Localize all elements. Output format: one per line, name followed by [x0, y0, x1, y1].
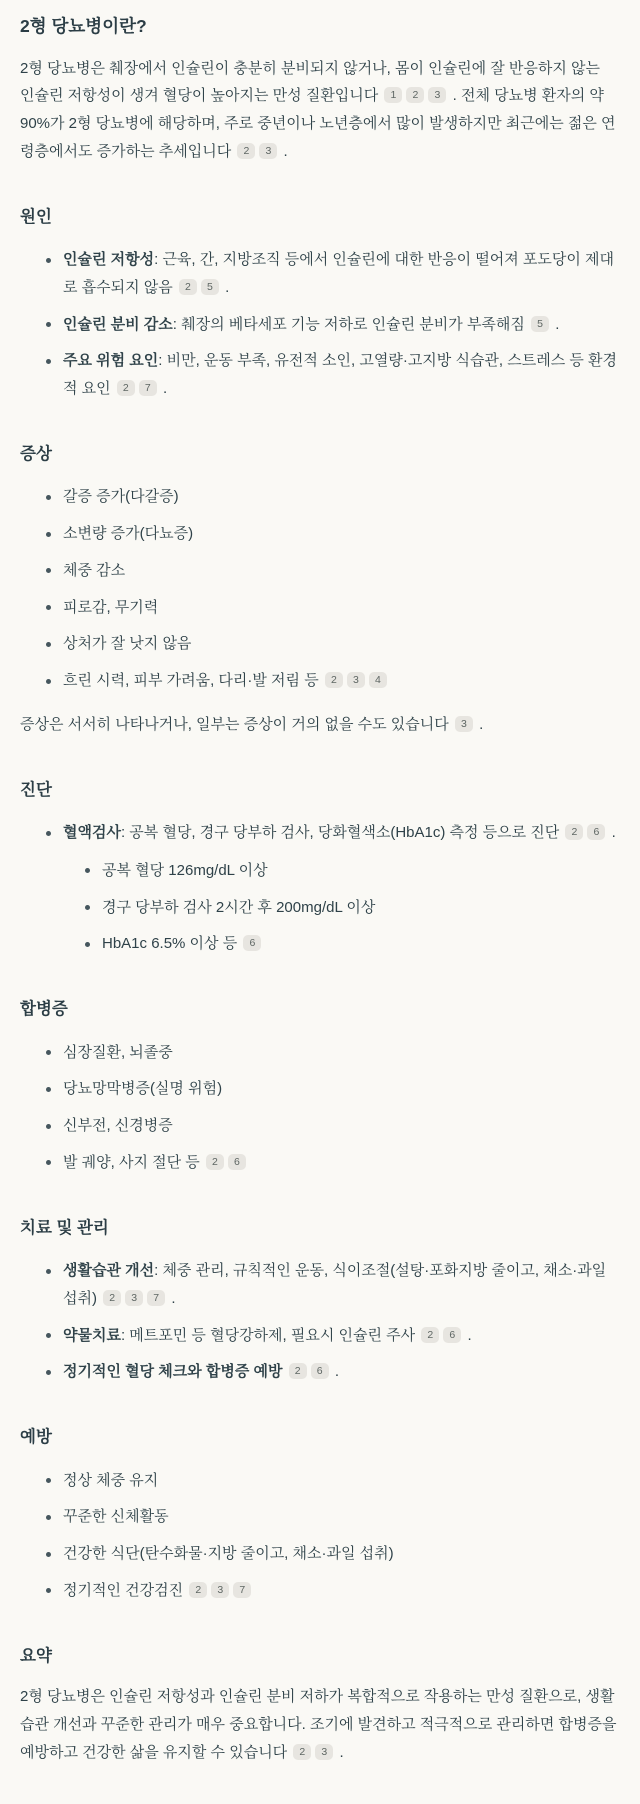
text-run: 갈증 증가(다갈증): [63, 488, 179, 506]
list-item: [46, 1112, 618, 1140]
text-run: : 공복 혈당, 경구 당부하 검사, 당화혈색소(HbA1c) 측정 등으로 진단: [120, 824, 564, 842]
citation-badge[interactable]: 2: [117, 380, 135, 396]
list-item: [46, 557, 618, 585]
citation-badge[interactable]: 2: [179, 279, 197, 295]
list-item: [46, 819, 618, 958]
text-run: .: [279, 142, 288, 160]
citation-badge[interactable]: 2: [565, 824, 583, 840]
list-item: [46, 1257, 618, 1313]
paragraph: [20, 1683, 618, 1766]
text-run: .: [551, 315, 560, 333]
text-run: 정기적인 건강검진: [63, 1581, 188, 1599]
paragraph: [20, 711, 618, 739]
text-run: 공복 혈당 126mg/dL 이상: [102, 861, 268, 879]
list-item: [85, 894, 618, 922]
list-item: [46, 246, 618, 302]
bold-text: 약물치료: [63, 1326, 121, 1344]
bold-text: 혈액검사: [63, 824, 121, 842]
answer-blocks: [20, 55, 618, 1767]
list-item: [85, 857, 618, 885]
citation-badge[interactable]: 2: [406, 87, 424, 103]
list-item: [46, 594, 618, 622]
text-run: 신부전, 신경병증: [63, 1117, 173, 1135]
paragraph: [20, 55, 618, 166]
bullet-list: [20, 1467, 618, 1605]
page-title: 2형 당뇨병이란?: [20, 16, 147, 36]
citation-badge[interactable]: 6: [228, 1154, 246, 1170]
list-item: [46, 630, 618, 658]
citation-badge[interactable]: 7: [233, 1582, 251, 1598]
text-run: : 메트포민 등 혈당강하제, 필요시 인슐린 주사: [120, 1326, 420, 1344]
citation-badge[interactable]: 2: [206, 1154, 224, 1170]
list-item: [46, 1577, 618, 1605]
text-run: .: [330, 1363, 340, 1381]
citation-badge[interactable]: 6: [243, 935, 261, 951]
citation-badge[interactable]: 2: [293, 1744, 311, 1760]
text-run: 체중 감소: [63, 561, 126, 579]
bold-text: 인슐린 분비 감소: [63, 315, 173, 333]
text-run: .: [607, 824, 616, 842]
section-heading: 요약: [20, 1646, 52, 1665]
text-run: 흐린 시력, 피부 가려움, 다리·발 저림 등: [63, 672, 323, 690]
text-run: : 체중 관리, 규칙적인 운동, 식이조절(설탕·포화지방 줄이고, 채소·과일 섭취): [63, 1262, 607, 1307]
section-heading: 원인: [20, 207, 52, 226]
text-run: .: [158, 380, 168, 398]
citation-badge[interactable]: 6: [443, 1327, 461, 1343]
list-item: [46, 1039, 618, 1067]
citation-badge[interactable]: 3: [347, 672, 365, 688]
citation-badge[interactable]: 2: [189, 1582, 207, 1598]
bullet-list: [20, 1039, 618, 1177]
citation-badge[interactable]: 7: [147, 1290, 165, 1306]
section-heading: 예방: [20, 1428, 52, 1447]
citation-badge[interactable]: 3: [428, 87, 446, 103]
list-item: [46, 520, 618, 548]
text-run: HbA1c 6.5% 이상 등: [102, 935, 242, 953]
citation-badge[interactable]: 4: [369, 672, 387, 688]
section-heading: 증상: [20, 444, 52, 463]
text-run: 꾸준한 신체활동: [63, 1508, 169, 1526]
text-run: : 췌장의 베타세포 기능 저하로 인슐린 분비가 부족해짐: [172, 315, 530, 333]
citation-badge[interactable]: 3: [125, 1290, 143, 1306]
bullet-list: [20, 246, 618, 403]
text-run: 경구 당부하 검사 2시간 후 200mg/dL 이상: [102, 898, 376, 916]
citation-badge[interactable]: 1: [384, 87, 402, 103]
text-run: 발 궤양, 사지 절단 등: [63, 1153, 204, 1171]
citation-badge[interactable]: 2: [289, 1363, 307, 1379]
citation-badge[interactable]: 3: [211, 1582, 229, 1598]
citation-badge[interactable]: 3: [259, 143, 277, 159]
bullet-list: [63, 857, 618, 958]
citation-badge[interactable]: 7: [139, 380, 157, 396]
list-item: [46, 483, 618, 511]
citation-badge[interactable]: 2: [103, 1290, 121, 1306]
text-run: 2형 당뇨병은 인슐린 저항성과 인슐린 분비 저하가 복합적으로 작용하는 만성 질환으로, 생활습관 개선과 꾸준한 관리가 매우 중요합니다. 조기에 발견하고 적극적으로 관리하면 합병증을 예방하고 건강한 삶을 유지할 수 있습니다: [20, 1688, 617, 1761]
text-run: .: [335, 1743, 344, 1761]
list-item: [46, 1467, 618, 1495]
list-item: [46, 347, 618, 403]
bold-text: 주요 위험 요인: [63, 352, 159, 370]
text-run: : 비만, 운동 부족, 유전적 소인, 고열량·고지방 식습관, 스트레스 등 환경적 요인: [63, 352, 618, 398]
list-item: [46, 1503, 618, 1531]
text-run: 소변량 증가(다뇨증): [63, 525, 194, 543]
bullet-list: [20, 1257, 618, 1386]
text-run: .: [220, 278, 230, 296]
text-run: : 근육, 간, 지방조직 등에서 인슐린에 대한 반응이 떨어져 포도당이 제대로 흡수되지 않음: [63, 251, 615, 296]
text-run: 당뇨망막병증(실명 위험): [63, 1080, 223, 1098]
text-run: .: [463, 1326, 472, 1344]
text-run: 건강한 식단(탄수화물·지방 줄이고, 채소·과일 섭취): [63, 1545, 394, 1563]
text-run: .: [474, 715, 484, 733]
text-run: 2형 당뇨병은 췌장에서 인슐린이 충분히 분비되지 않거나, 몸이 인슐린에 잘 반응하지 않는 인슐린 저항성이 생겨 혈당이 높아지는 만성 질환입니다: [20, 59, 600, 105]
list-item: [85, 930, 618, 958]
text-run: . 전체 당뇨병 환자의 약 90%가 2형 당뇨병에 해당하며, 주로 중년이나 노년층에서 많이 발생하지만 최근에는 젊은 연령층에서도 증가하는 추세입니다: [20, 87, 616, 160]
bold-text: 인슐린 저항성: [63, 251, 155, 269]
list-item: [46, 1149, 618, 1177]
bold-text: 생활습관 개선: [63, 1262, 155, 1280]
list-item: [46, 1322, 618, 1350]
bullet-list: [20, 819, 618, 958]
citation-badge[interactable]: 2: [325, 672, 343, 688]
citation-badge[interactable]: 3: [455, 716, 473, 732]
text-run: 피로감, 무기력: [63, 598, 159, 616]
list-item: [46, 1540, 618, 1568]
text-run: 정상 체중 유지: [63, 1471, 159, 1489]
bold-text: 정기적인 혈당 체크와 합병증 예방: [63, 1363, 287, 1381]
bullet-list: [20, 483, 618, 695]
section-heading: 진단: [20, 780, 52, 799]
list-item: [46, 1358, 618, 1386]
citation-badge[interactable]: 5: [201, 279, 219, 295]
citation-badge[interactable]: 2: [237, 143, 255, 159]
citation-badge[interactable]: 5: [531, 316, 549, 332]
text-run: 상처가 잘 낫지 않음: [63, 635, 192, 653]
text-run: 심장질환, 뇌졸중: [63, 1043, 173, 1061]
citation-badge[interactable]: 6: [587, 824, 605, 840]
citation-badge[interactable]: 6: [311, 1363, 329, 1379]
list-item: [46, 667, 618, 695]
text-run: 증상은 서서히 나타나거나, 일부는 증상이 거의 없을 수도 있습니다: [20, 715, 453, 733]
section-heading: 합병증: [20, 1000, 68, 1019]
citation-badge[interactable]: 3: [315, 1744, 333, 1760]
text-run: .: [167, 1289, 176, 1307]
list-item: [46, 1075, 618, 1103]
citation-badge[interactable]: 2: [421, 1327, 439, 1343]
section-heading: 치료 및 관리: [20, 1218, 109, 1237]
list-item: [46, 311, 618, 339]
